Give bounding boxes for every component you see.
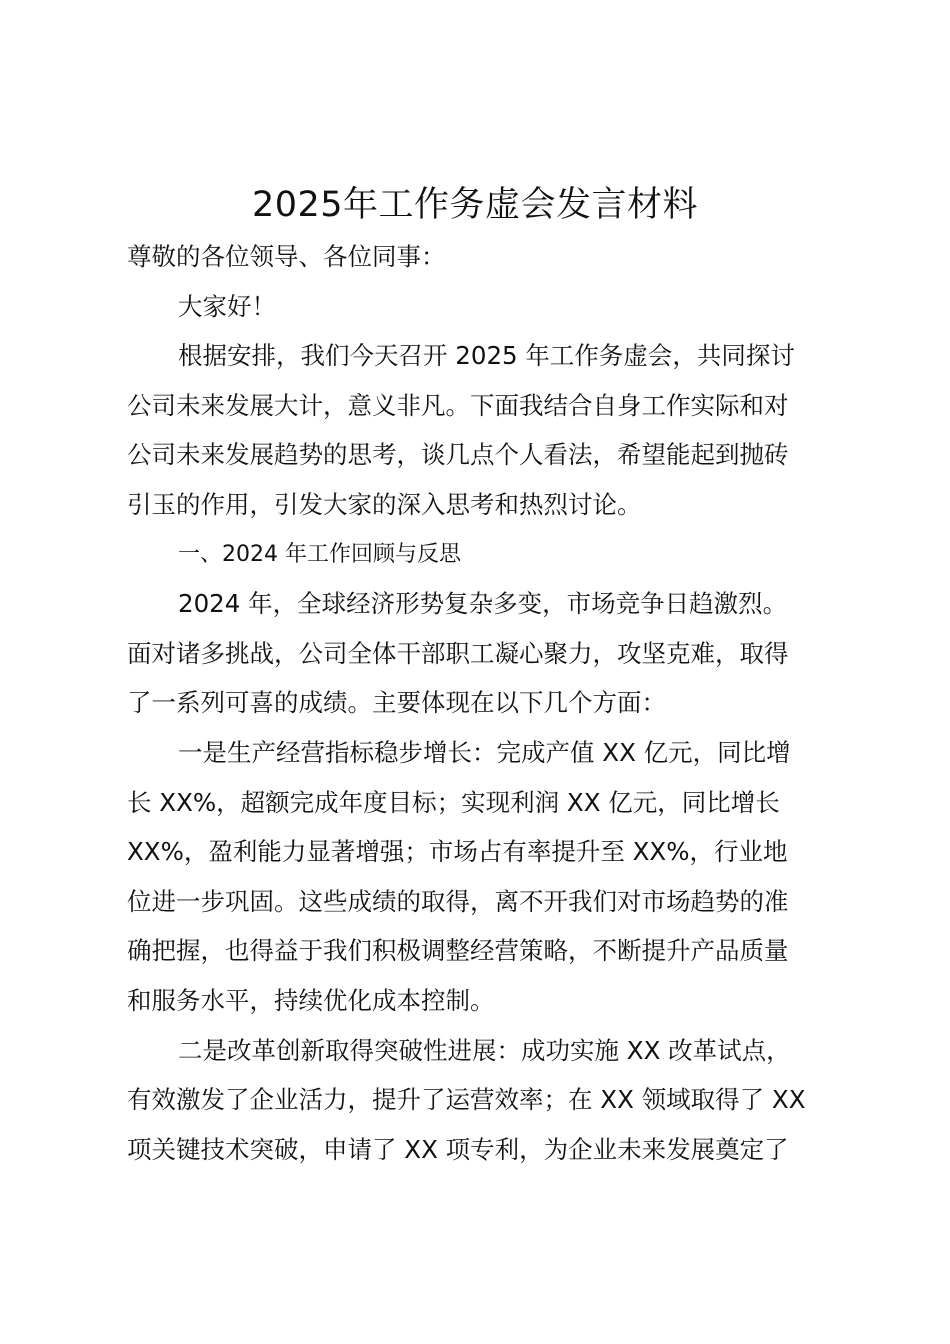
text-line: 确把握，也得益于我们积极调整经营策略，不断提升产品质量 (127, 936, 789, 966)
salutation: 尊敬的各位领导、各位同事： (127, 242, 446, 271)
text-line: 公司未来发展趋势的思考，谈几点个人看法，希望能起到抛砖 (127, 440, 789, 470)
text-line: 2024 年，全球经济形势复杂多变，市场竞争日趋激烈。 (178, 589, 788, 619)
text-line: 二是改革创新取得突破性进展：成功实施 XX 改革试点， (178, 1035, 791, 1065)
document-body (127, 232, 837, 1174)
text-line: 公司未来发展大计，意义非凡。下面我结合自身工作实际和对 (127, 390, 789, 420)
text-line: 根据安排，我们今天召开 2025 年工作务虚会，共同探讨 (178, 341, 795, 371)
text-line: 引玉的作用，引发大家的深入思考和热烈讨论。 (127, 489, 642, 519)
text-line: 了一系列可喜的成绩。主要体现在以下几个方面： (127, 688, 666, 718)
text-line: 一是生产经营指标稳步增长：完成产值 XX 亿元，同比增 (178, 737, 791, 767)
section-heading: 一、2024 年工作回顾与反思 (178, 541, 461, 567)
text-line: XX%，盈利能力显著增强；市场占有率提升至 XX%，行业地 (127, 837, 788, 867)
text-line: 有效激发了企业活力，提升了运营效率；在 XX 领域取得了 XX (127, 1085, 806, 1115)
text-line: 面对诸多挑战，公司全体干部职工凝心聚力，攻坚克难，取得 (127, 638, 789, 668)
greeting: 大家好！ (178, 291, 276, 321)
text-line: 位进一步巩固。这些成绩的取得，离不开我们对市场趋势的准 (127, 886, 789, 916)
text-line: 项关键技术突破，申请了 XX 项专利，为企业未来发展奠定了 (127, 1134, 789, 1164)
text-line: 和服务水平，持续优化成本控制。 (127, 985, 495, 1015)
document-title: 2025年工作务虚会发言材料 (251, 185, 699, 225)
text-line: 长 XX%，超额完成年度目标；实现利润 XX 亿元，同比增长 (127, 787, 780, 817)
